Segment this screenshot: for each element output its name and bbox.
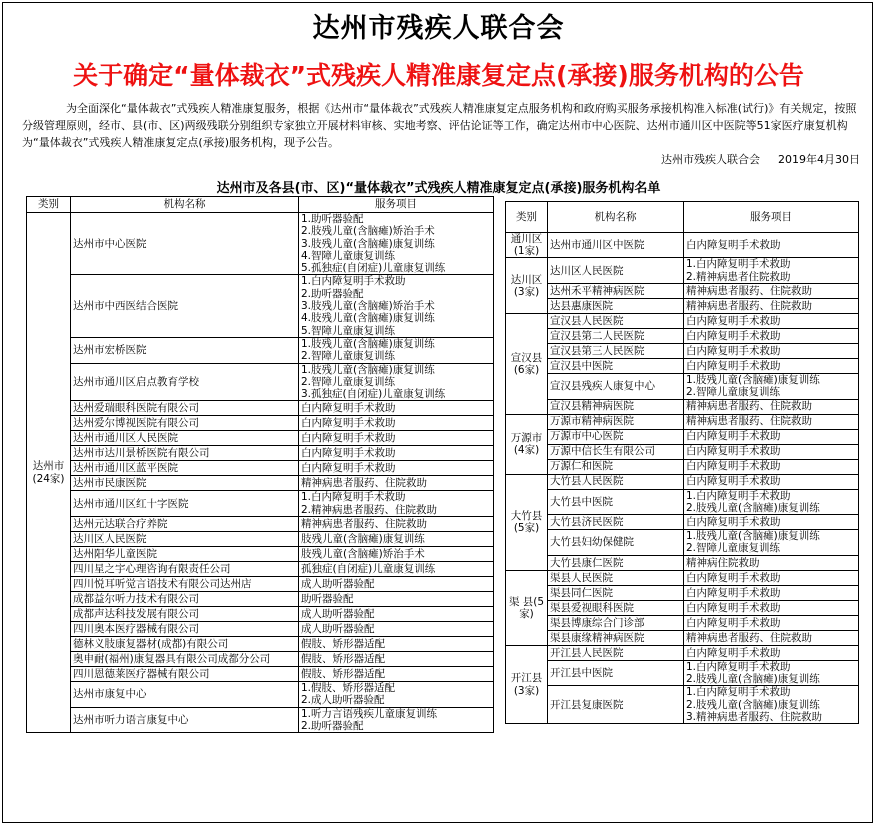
- table-row: [27, 577, 494, 592]
- service-cell: [684, 515, 859, 530]
- service-item: 白内障复明手术救助: [301, 432, 396, 445]
- service-item: 2.智障儿童康复训练: [686, 386, 781, 399]
- institution-name: 宣汉县精神病医院: [548, 399, 684, 414]
- service-item: 白内障复明手术救助: [686, 646, 781, 659]
- intro-paragraph: 为全面深化“量体裁衣”式残疾人精准康复服务，根据《达州市“量体裁衣”式残疾人精准康复定点服务机构和政府购买服务承接机构准入标准(试行)》有关规定，按照分级管理原则，经市、县(市、区)两级残联分别组织专家独立开展材料审核、实地考察、评估论证等工作，确定达州市中心医院、达州市通川区中医院等51家医疗康复机构为“量体裁衣”式残疾人精准康复定点(承接)服务机构，现予公告。: [22, 102, 857, 149]
- service-item: 白内障复明手术救助: [686, 329, 781, 342]
- service-item: 精神病患者服药、住院救助: [301, 517, 427, 530]
- service-item: 2.成人助听器验配: [301, 694, 385, 707]
- institution-name: 开江县中医院: [548, 660, 684, 686]
- service-cell: [299, 532, 494, 547]
- service-cell: [684, 686, 859, 724]
- service-cell: [299, 363, 494, 401]
- institution-name: 达川区人民医院: [548, 258, 684, 284]
- service-item: 精神病患者服药、住院救助: [686, 415, 812, 428]
- service-item: 白内障复明手术救助: [686, 344, 781, 357]
- institution-name: 宣汉县第二人民医院: [548, 329, 684, 344]
- institution-name: 达州市通川区中医院: [548, 233, 684, 258]
- category-cell: 大竹县(5家): [506, 474, 548, 570]
- service-item: 1.听力言语残疾儿童康复训练: [301, 707, 438, 720]
- institution-name: 宣汉县残疾人康复中心: [548, 374, 684, 400]
- table-row: [27, 363, 494, 401]
- table-row: [506, 459, 859, 474]
- service-item: 3.肢残儿童(含脑瘫)矫治手术: [301, 300, 435, 313]
- table-row: [506, 474, 859, 489]
- service-item: 肢残儿童(含脑瘫)康复训练: [301, 532, 425, 545]
- service-item: 2.肢残儿童(含脑瘫)康复训练: [686, 698, 820, 711]
- service-cell: [299, 517, 494, 532]
- service-cell: [299, 637, 494, 652]
- institution-name: 渠县康缘精神病医院: [548, 630, 684, 645]
- announcement-title: 关于确定“量体裁衣”式残疾人精准康复定点(承接)服务机构的公告: [73, 61, 804, 90]
- institution-name: 渠县博康综合门诊部: [548, 615, 684, 630]
- table-row: [506, 233, 859, 258]
- institution-name: 大竹县康仁医院: [548, 555, 684, 570]
- institution-name: 达州市达川景桥医院有限公司: [71, 446, 299, 461]
- service-item: 2.智障儿童康复训练: [301, 375, 396, 388]
- service-item: 2.精神病患者服药、住院救助: [301, 503, 438, 516]
- institution-name: 成都声达科技发展有限公司: [71, 607, 299, 622]
- service-item: 1.白内障复明手术救助: [301, 491, 406, 504]
- table-row: [506, 314, 859, 329]
- service-item: 1.白内障复明手术救助: [301, 275, 406, 288]
- institution-name: 四川奥本医疗器械有限公司: [71, 622, 299, 637]
- table-row: [506, 444, 859, 459]
- service-item: 5.孤独症(自闭症)儿童康复训练: [301, 262, 446, 275]
- institution-name: 达州爱尔博视医院有限公司: [71, 416, 299, 431]
- service-item: 白内障复明手术救助: [301, 417, 396, 430]
- institution-name: 开江县复康医院: [548, 686, 684, 724]
- table-row: [506, 530, 859, 556]
- category-cell: 达川区(3家): [506, 258, 548, 314]
- institution-name: 达州市中心医院: [71, 213, 299, 275]
- service-cell: [684, 374, 859, 400]
- service-cell: [684, 555, 859, 570]
- service-cell: [299, 652, 494, 667]
- service-item: 3.肢残儿童(含脑瘫)康复训练: [301, 237, 435, 250]
- institution-name: 达州市通川区蓝平医院: [71, 461, 299, 476]
- table-row: [506, 489, 859, 515]
- institution-name: 奥申耐(福州)康复器具有限公司成都分公司: [71, 652, 299, 667]
- service-item: 2.智障儿童康复训练: [686, 542, 781, 555]
- institution-name: 四川恩德莱医疗器械有限公司: [71, 667, 299, 682]
- service-item: 1.白内障复明手术救助: [686, 489, 791, 502]
- service-cell: [299, 431, 494, 446]
- service-cell: [684, 645, 859, 660]
- institution-name: 宣汉县人民医院: [548, 314, 684, 329]
- category-cell: 开江县(3家): [506, 645, 548, 723]
- table-row: [506, 299, 859, 314]
- service-cell: [684, 444, 859, 459]
- table-row: [506, 585, 859, 600]
- service-cell: [299, 337, 494, 363]
- table-row: [27, 652, 494, 667]
- service-item: 精神病患者服药、住院救助: [686, 631, 812, 644]
- service-item: 成人助听器验配: [301, 622, 375, 635]
- service-item: 孤独症(自闭症)儿童康复训练: [301, 562, 436, 575]
- col-header-category: 类别: [506, 202, 548, 233]
- service-cell: [684, 489, 859, 515]
- table-row: [506, 645, 859, 660]
- table-row: [27, 607, 494, 622]
- institution-name: 达州市通川区人民医院: [71, 431, 299, 446]
- table-row: [506, 374, 859, 400]
- service-cell: [299, 622, 494, 637]
- service-item: 4.智障儿童康复训练: [301, 249, 396, 262]
- service-item: 2.助听器验配: [301, 719, 364, 732]
- signature-date: 2019年4月30日: [778, 153, 860, 166]
- institution-name: 达川区人民医院: [71, 532, 299, 547]
- service-cell: [299, 562, 494, 577]
- service-cell: [684, 459, 859, 474]
- service-item: 精神病患者服药、住院救助: [301, 477, 427, 490]
- service-cell: [299, 446, 494, 461]
- service-cell: [299, 667, 494, 682]
- table-row: [27, 682, 494, 708]
- institution-name: 达州市宏桥医院: [71, 337, 299, 363]
- service-cell: [684, 299, 859, 314]
- service-item: 助听器验配: [301, 592, 354, 605]
- table-row: [27, 532, 494, 547]
- service-cell: [684, 414, 859, 429]
- table-row: [506, 399, 859, 414]
- table-row: [506, 555, 859, 570]
- table-row: [506, 686, 859, 724]
- category-cell: 宣汉县(6家): [506, 314, 548, 415]
- service-item: 白内障复明手术救助: [686, 616, 781, 629]
- institution-name: 达州元达联合疗养院: [71, 517, 299, 532]
- service-cell: [684, 615, 859, 630]
- category-cell: 通川区(1家): [506, 233, 548, 258]
- institution-name: 渠县爱视眼科医院: [548, 600, 684, 615]
- table-row: [27, 562, 494, 577]
- service-cell: [684, 530, 859, 556]
- table-row: [506, 615, 859, 630]
- service-item: 2.肢残儿童(含脑瘫)康复训练: [686, 673, 820, 686]
- service-item: 1.白内障复明手术救助: [686, 660, 791, 673]
- service-cell: [299, 401, 494, 416]
- service-item: 3.孤独症(自闭症)儿童康复训练: [301, 388, 446, 401]
- institution-name: 成都益尔听力技术有限公司: [71, 592, 299, 607]
- institution-name: 大竹县妇幼保健院: [548, 530, 684, 556]
- service-item: 1.助听器验配: [301, 213, 364, 225]
- institution-name: 四川星之宇心理咨询有限责任公司: [71, 562, 299, 577]
- service-item: 2.肢残儿童(含脑瘫)矫治手术: [301, 225, 435, 238]
- table-row: [27, 667, 494, 682]
- service-cell: [299, 592, 494, 607]
- institution-name: 达州市听力语言康复中心: [71, 707, 299, 733]
- right-table: [505, 201, 859, 724]
- service-item: 1.假肢、矫形器适配: [301, 682, 396, 695]
- table-row: [27, 476, 494, 491]
- table-row: [506, 284, 859, 299]
- table-row: [506, 515, 859, 530]
- table-row: [27, 547, 494, 562]
- institution-name: 万源仁和医院: [548, 459, 684, 474]
- signature-org: 达州市残疾人联合会: [661, 153, 760, 166]
- service-item: 肢残儿童(含脑瘫)矫治手术: [301, 547, 425, 560]
- institution-name: 万源中信长生有限公司: [548, 444, 684, 459]
- category-cell: 达州市(24家): [27, 213, 71, 733]
- table-row: [506, 359, 859, 374]
- service-item: 2.智障儿童康复训练: [301, 350, 396, 363]
- service-cell: [684, 585, 859, 600]
- service-item: 白内障复明手术救助: [686, 475, 781, 488]
- table-row: [27, 401, 494, 416]
- service-item: 2.助听器验配: [301, 287, 364, 300]
- service-item: 白内障复明手术救助: [686, 314, 781, 327]
- table-row: [27, 461, 494, 476]
- table-row: [27, 622, 494, 637]
- institution-name: 万源市精神病医院: [548, 414, 684, 429]
- service-item: 白内障复明手术救助: [686, 460, 781, 473]
- table-row: [27, 416, 494, 431]
- service-item: 1.白内障复明手术救助: [686, 258, 791, 271]
- service-cell: [299, 416, 494, 431]
- institution-name: 万源市中心医院: [548, 429, 684, 444]
- institution-name: 达县惠康医院: [548, 299, 684, 314]
- table-row: [506, 600, 859, 615]
- table-row: [27, 707, 494, 733]
- service-item: 假肢、矫形器适配: [301, 667, 385, 680]
- service-cell: [299, 577, 494, 592]
- service-cell: [299, 491, 494, 517]
- service-item: 精神病患者服药、住院救助: [686, 400, 812, 413]
- service-item: 白内障复明手术救助: [686, 586, 781, 599]
- col-header-service: 服务项目: [299, 197, 494, 213]
- table-row: [27, 431, 494, 446]
- table-row: [27, 213, 494, 275]
- table-row: [506, 570, 859, 585]
- institution-name: 德林义肢康复器材(成都)有限公司: [71, 637, 299, 652]
- service-item: 白内障复明手术救助: [686, 516, 781, 529]
- service-cell: [684, 344, 859, 359]
- service-item: 1.肢残儿童(含脑瘫)康复训练: [686, 374, 820, 386]
- table-row: [506, 660, 859, 686]
- service-item: 白内障复明手术救助: [686, 430, 781, 443]
- service-item: 白内障复明手术救助: [301, 447, 396, 460]
- service-cell: [684, 600, 859, 615]
- service-item: 成人助听器验配: [301, 577, 375, 590]
- table-row: [27, 517, 494, 532]
- service-item: 白内障复明手术救助: [686, 239, 781, 252]
- service-cell: [299, 607, 494, 622]
- service-item: 2.肢残儿童(含脑瘫)康复训练: [686, 501, 820, 514]
- table-row: [27, 275, 494, 337]
- service-cell: [684, 660, 859, 686]
- service-item: 假肢、矫形器适配: [301, 652, 385, 665]
- service-item: 3.精神病患者服药、住院救助: [686, 710, 823, 723]
- service-item: 假肢、矫形器适配: [301, 637, 385, 650]
- org-title: 达州市残疾人联合会: [312, 13, 565, 44]
- service-cell: [684, 474, 859, 489]
- table-row: [27, 446, 494, 461]
- table-row: [27, 637, 494, 652]
- service-cell: [684, 399, 859, 414]
- institution-name: 渠县同仁医院: [548, 585, 684, 600]
- service-cell: [684, 359, 859, 374]
- table-row: [506, 329, 859, 344]
- table-row: [506, 258, 859, 284]
- table-row: [506, 414, 859, 429]
- col-header-name: 机构名称: [548, 202, 684, 233]
- institution-name: 大竹县人民医院: [548, 474, 684, 489]
- institution-name: 达州市民康医院: [71, 476, 299, 491]
- service-cell: [299, 461, 494, 476]
- service-item: 白内障复明手术救助: [686, 359, 781, 372]
- institution-name: 大竹县中医院: [548, 489, 684, 515]
- service-item: 白内障复明手术救助: [301, 462, 396, 475]
- category-cell: 万源市(4家): [506, 414, 548, 474]
- service-cell: [299, 476, 494, 491]
- service-cell: [684, 233, 859, 258]
- service-cell: [684, 630, 859, 645]
- service-item: 1.肢残儿童(含脑瘫)康复训练: [301, 363, 435, 376]
- institution-name: 宣汉县中医院: [548, 359, 684, 374]
- service-item: 精神病患者服药、住院救助: [686, 284, 812, 297]
- table-row: [506, 344, 859, 359]
- table-row: [27, 337, 494, 363]
- service-cell: [684, 329, 859, 344]
- institution-name: 开江县人民医院: [548, 645, 684, 660]
- table-row: [506, 630, 859, 645]
- table-row: [27, 592, 494, 607]
- list-title: 达州市及各县(市、区)“量体裁衣”式残疾人精准康复定点(承接)服务机构名单: [216, 181, 661, 196]
- category-cell: 渠 县(5家): [506, 570, 548, 645]
- institution-name: 达州市通川区红十字医院: [71, 491, 299, 517]
- service-item: 白内障复明手术救助: [301, 402, 396, 415]
- service-cell: [299, 547, 494, 562]
- service-item: 4.肢残儿童(含脑瘫)康复训练: [301, 312, 435, 325]
- service-cell: [684, 570, 859, 585]
- institution-name: 达州禾平精神病医院: [548, 284, 684, 299]
- col-header-name: 机构名称: [71, 197, 299, 213]
- service-item: 精神病患者服药、住院救助: [686, 299, 812, 312]
- institution-name: 达州阳华儿童医院: [71, 547, 299, 562]
- service-item: 1.肢残儿童(含脑瘫)康复训练: [301, 337, 435, 350]
- service-cell: [684, 258, 859, 284]
- service-cell: [684, 314, 859, 329]
- service-cell: [299, 682, 494, 708]
- service-cell: [684, 284, 859, 299]
- service-item: 2.精神病患者住院救助: [686, 270, 791, 283]
- institution-name: 四川悦耳听觉言语技术有限公司达州店: [71, 577, 299, 592]
- service-item: 1.肢残儿童(含脑瘫)康复训练: [686, 530, 820, 543]
- left-table: [26, 196, 494, 733]
- service-cell: [299, 707, 494, 733]
- institution-name: 渠县人民医院: [548, 570, 684, 585]
- service-item: 成人助听器验配: [301, 607, 375, 620]
- signature: [560, 151, 860, 167]
- col-header-service: 服务项目: [684, 202, 859, 233]
- institution-name: 达州市通川区启点教育学校: [71, 363, 299, 401]
- institution-name: 达州市康复中心: [71, 682, 299, 708]
- institution-name: 宣汉县第三人民医院: [548, 344, 684, 359]
- service-item: 5.智障儿童康复训练: [301, 324, 396, 337]
- institution-name: 达州爱瑞眼科医院有限公司: [71, 401, 299, 416]
- service-cell: [684, 429, 859, 444]
- service-item: 白内障复明手术救助: [686, 601, 781, 614]
- service-item: 白内障复明手术救助: [686, 571, 781, 584]
- service-item: 白内障复明手术救助: [686, 445, 781, 458]
- institution-name: 大竹县济民医院: [548, 515, 684, 530]
- institution-name: 达州市中西医结合医院: [71, 275, 299, 337]
- service-cell: [299, 275, 494, 337]
- table-row: [506, 429, 859, 444]
- service-item: 精神病住院救助: [686, 556, 760, 569]
- service-cell: [299, 213, 494, 275]
- table-row: [27, 491, 494, 517]
- service-item: 1.白内障复明手术救助: [686, 686, 791, 699]
- col-header-category: 类别: [27, 197, 71, 213]
